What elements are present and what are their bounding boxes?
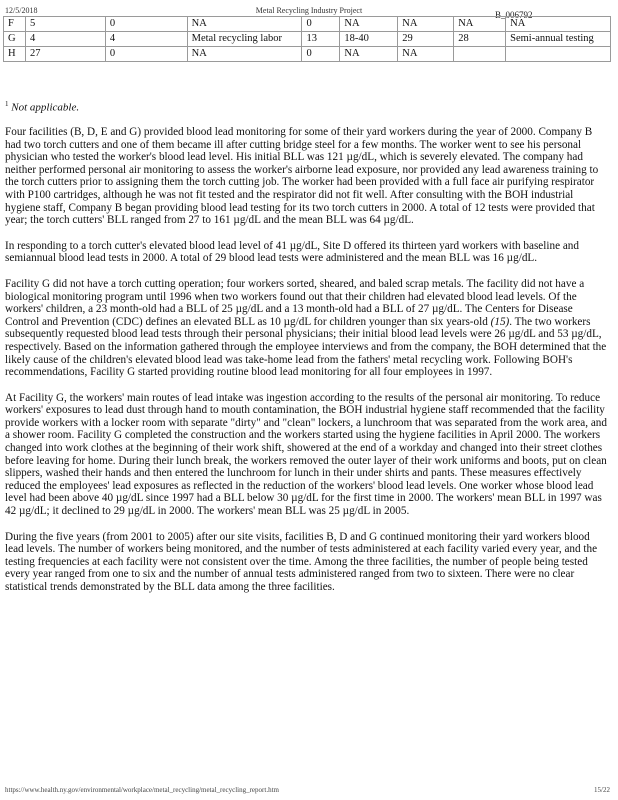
table-cell: NA bbox=[340, 47, 398, 62]
table-cell: Semi-annual testing bbox=[506, 32, 611, 47]
header-date: 12/5/2018 bbox=[5, 6, 38, 15]
table-cell: NA bbox=[187, 47, 302, 62]
table-cell: 28 bbox=[454, 32, 506, 47]
page-number: 15/22 bbox=[594, 786, 610, 794]
footnote bbox=[5, 100, 79, 114]
table-row bbox=[4, 47, 611, 62]
table-row bbox=[4, 32, 611, 47]
table-cell: 4 bbox=[25, 32, 105, 47]
table-cell: NA bbox=[398, 47, 454, 62]
table-cell: H bbox=[4, 47, 26, 62]
table-body bbox=[4, 17, 611, 62]
table-cell: F bbox=[4, 17, 26, 32]
paragraph: In responding to a torch cutter's elevated blood lead level of 41 µg/dL, Site D offered its thirteen yard workers with baseline and semiannual blood lead tests in 2000. A total of 29 blood lead tests were administered and the mean BLL was 16 µg/dL. bbox=[5, 239, 579, 265]
facility-table bbox=[3, 16, 611, 62]
paragraph: Facility G did not have a torch cutting operation; four workers sorted, sheared, and baled scrap metals. The facility did not have a biological monitoring program until 1996 when two workers found out that their children had elevated blood lead levels. Of the workers' children, a 23 month-old had a BLL of 25 µg/dL and a 13 month-old had a BLL of 27 µg/dL. The Centers for Disease Control and Prevention (CDC) defines an elevated BLL as 10 µg/dL for children younger than six years-old (15). The two workers subsequently requested blood lead tests through their personal physicians; their initial blood lead levels were 26 µg/dL and 53 µg/dL, respectively. Based on the information gathered through the employee interviews and from the company, the BOH determined that the likely cause of the children's elevated blood lead was take-home lead from the fathers' metal recycling work. Following BOH's recommendations, Facility G started providing routine blood lead monitoring for all four employees in 1997. bbox=[5, 277, 607, 379]
table-cell: 0 bbox=[302, 17, 340, 32]
table-cell bbox=[454, 47, 506, 62]
table-cell: 0 bbox=[302, 47, 340, 62]
footer-url: https://www.health.ny.gov/environmental/workplace/metal_recycling/metal_recycling_report.htm bbox=[5, 786, 279, 794]
table-cell bbox=[506, 47, 611, 62]
report-body bbox=[5, 126, 608, 607]
table-cell: 5 bbox=[25, 17, 105, 32]
table-cell: 0 bbox=[105, 17, 187, 32]
table-cell: NA bbox=[398, 17, 454, 32]
table-row bbox=[4, 17, 611, 32]
table-cell: Metal recycling labor bbox=[187, 32, 302, 47]
paragraph: Four facilities (B, D, E and G) provided blood lead monitoring for some of their yard workers during the year of 2000. Company B had two torch cutters and one of them became ill after cutting bridge steel for a few months. The worker went to see his personal physician who tested the worker's blood lead level. His initial BLL was 121 µg/dL, which is severely elevated. The company had neither performed personal air monitoring to assess the worker's airborne lead exposure, nor provided any lead awareness training to the torch cutters prior to assigning them the torch cutting job. The worker had been provided with a full face air purifying respirator with P100 cartridges, although he was not fit tested and the respirator did not fit well. After consulting with the BOH industrial hygiene staff, Company B began providing blood lead testing for its two torch cutters in 2000. A total of 12 tests were provided that year; the torch cutters' BLL ranged from 27 to 161 µg/dL and the mean BLL was 64 µg/dL. bbox=[5, 126, 599, 227]
table-cell: 4 bbox=[105, 32, 187, 47]
footnote-text: Not applicable. bbox=[11, 101, 80, 114]
table-cell: 13 bbox=[302, 32, 340, 47]
table-cell: 18-40 bbox=[340, 32, 398, 47]
table-cell: G bbox=[4, 32, 26, 47]
paragraph: At Facility G, the workers' main routes of lead intake was ingestion according to the results of the personal air monitoring. To reduce workers' exposures to lead dust through hand to mouth contamination, the BOH industrial hygiene staff recommended that the facility provide workers with a locker room with separate "dirty" and "clean" lockers, a lunchroom that was separated from the work area, and a shower room. Facility G completed the construction and the workers started using the hygiene facilities in April 2000. The workers changed into work clothes at the beginning of their work shift, showered at the end of a workday and changed into their street clothes before leaving for home. During their lunch break, the workers removed the outer layer of their work uniforms and boots, put on clean slippers, washed their hands and then entered the lunchroom for lunch in their under shirts and pants. These measures effectively reduced the employees' lead exposures as reflected in the reduction of the workers' blood lead levels. One worker whose blood lead level had been above 40 µg/dL since 1997 had a BLL below 30 µg/dL for the first time in 2000. The workers' mean BLL in 1997 was 42 µg/dL; it declined to 29 µg/dL in 2000. The workers' mean BLL was 25 µg/dL in 2005. bbox=[5, 391, 607, 518]
table-cell: NA bbox=[187, 17, 302, 32]
header-title: Metal Recycling Industry Project bbox=[255, 6, 363, 15]
table-cell: 0 bbox=[105, 47, 187, 62]
table-cell: NA bbox=[506, 17, 611, 32]
paragraph: During the five years (from 2001 to 2005) after our site visits, facilities B, D and G continued monitoring their yard workers blood lead levels. The number of workers being monitored, and the number of tests administered at each facility varied every year, and the testing frequencies at each facility were not consistent over the time. Among the three facilities, the number of people being tested every year ranged from one to six and the number of annual tests administered ranged from two to sixteen. There were no clear statistical trends demonstrated by the BLL data among the three facilities. bbox=[5, 530, 598, 593]
table-cell: 27 bbox=[25, 47, 105, 62]
table-cell: NA bbox=[454, 17, 506, 32]
bates-number: B_006792 bbox=[495, 10, 533, 20]
citation: (15) bbox=[490, 315, 510, 328]
table-cell: NA bbox=[340, 17, 398, 32]
footnote-marker: 1 bbox=[5, 100, 9, 108]
table-cell: 29 bbox=[398, 32, 454, 47]
